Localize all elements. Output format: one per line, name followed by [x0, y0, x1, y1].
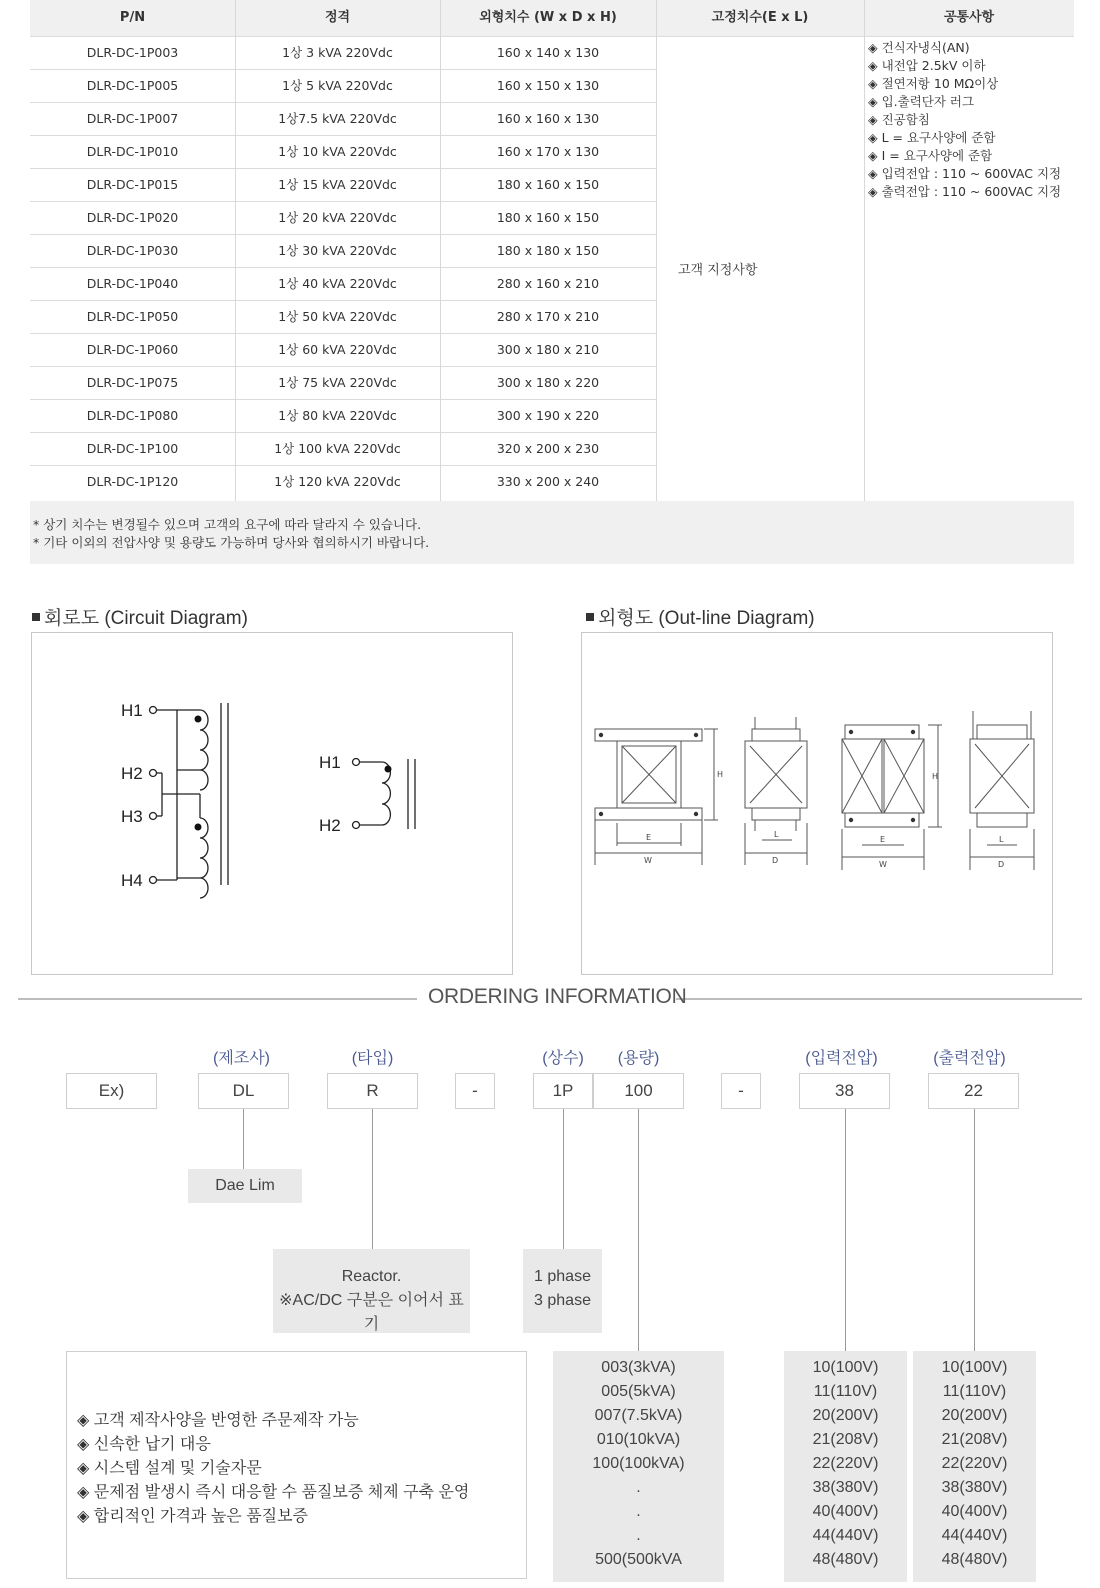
- dimension-label: D: [772, 856, 779, 865]
- input-voltage-options: [784, 1351, 907, 1582]
- common-item: ◈ L = 요구사양에 준함: [868, 130, 996, 145]
- dimension-label: H: [932, 772, 939, 781]
- feature-item: ◈ 신속한 납기 대응: [77, 1436, 211, 1453]
- code-maker: DL: [198, 1073, 289, 1109]
- dimension-label: E: [646, 833, 652, 842]
- terminal-label: H2: [319, 816, 341, 835]
- output-voltage-option: 40(400V): [941, 1503, 1008, 1520]
- input-voltage-option: 44(440V): [812, 1527, 879, 1544]
- common-item: ◈ 절연저항 10 MΩ이상: [868, 76, 999, 91]
- input-voltage-option: 21(208V): [812, 1431, 879, 1448]
- table-row: [30, 69, 656, 102]
- outline-diagram: [582, 633, 1052, 974]
- capacity-option: 003(3kVA): [601, 1359, 676, 1376]
- terminal-label: H4: [121, 871, 143, 890]
- output-voltage-option: 11(110V): [942, 1383, 1007, 1400]
- code-example: Ex): [66, 1073, 157, 1109]
- pn-cell: DLR-DC-1P120: [86, 474, 179, 489]
- table-row: [30, 36, 656, 69]
- pn-cell: DLR-DC-1P030: [86, 243, 179, 258]
- code-output-voltage: 22: [928, 1073, 1019, 1109]
- dimension-cell: 180 x 160 x 150: [496, 210, 600, 225]
- pn-cell: DLR-DC-1P007: [86, 111, 179, 126]
- rating-cell: 1상 20 kVA 220Vdc: [278, 210, 397, 225]
- bullet-square-icon: [32, 613, 40, 621]
- input-voltage-option: 10(100V): [812, 1359, 879, 1376]
- dimension-cell: 160 x 150 x 130: [496, 78, 600, 93]
- output-voltage-option: 44(440V): [941, 1527, 1008, 1544]
- header-rating: 정격: [324, 10, 351, 25]
- output-voltage-option: 21(208V): [941, 1431, 1008, 1448]
- table-row: [30, 201, 656, 234]
- pn-cell: DLR-DC-1P100: [86, 441, 179, 456]
- header-common: 공통사항: [943, 10, 995, 25]
- code-separator: -: [455, 1073, 495, 1109]
- pn-cell: DLR-DC-1P075: [86, 375, 179, 390]
- table-row: [30, 333, 656, 366]
- capacity-option: .: [636, 1479, 641, 1496]
- rating-cell: 1상 120 kVA 220Vdc: [274, 474, 401, 489]
- dimension-label: E: [880, 835, 886, 844]
- pn-cell: DLR-DC-1P010: [86, 144, 179, 159]
- common-item: ◈ 건식자냉식(AN): [868, 40, 970, 55]
- capacity-option: 500(500kVA: [595, 1551, 682, 1568]
- output-voltage-option: 48(480V): [941, 1551, 1008, 1568]
- output-voltage-option: 20(200V): [941, 1407, 1008, 1424]
- capacity-option: 007(7.5kVA): [594, 1407, 683, 1424]
- rating-cell: 1상 75 kVA 220Vdc: [278, 375, 397, 390]
- dimension-cell: 160 x 160 x 130: [496, 111, 600, 126]
- rating-cell: 1상 5 kVA 220Vdc: [282, 78, 393, 93]
- divider-line: [676, 998, 1082, 1000]
- rating-cell: 1상7.5 kVA 220Vdc: [278, 111, 397, 126]
- rating-cell: 1상 60 kVA 220Vdc: [278, 342, 397, 357]
- rating-cell: 1상 10 kVA 220Vdc: [278, 144, 397, 159]
- column-divider: [235, 0, 236, 501]
- common-items-cell: [864, 36, 1074, 501]
- fixed-dimension-value: 고객 지정사항: [678, 263, 758, 278]
- code-type: R: [327, 1073, 418, 1109]
- feature-item: ◈ 시스템 설계 및 기술자문: [77, 1460, 262, 1477]
- output-voltage-option: 38(380V): [941, 1479, 1008, 1496]
- capacity-options: [553, 1351, 724, 1582]
- output-voltage-option: 22(220V): [941, 1455, 1008, 1472]
- dimension-label: H: [717, 770, 724, 779]
- table-row: [30, 234, 656, 267]
- type-description: Reactor. ※AC/DC 구분은 이어서 표기: [273, 1249, 470, 1333]
- common-item: ◈ 입력전압 : 110 ~ 600VAC 지정: [868, 166, 1062, 181]
- input-voltage-option: 38(380V): [812, 1479, 879, 1496]
- capacity-option: 010(10kVA): [596, 1431, 681, 1448]
- bullet-square-icon: [586, 613, 594, 621]
- dimension-cell: 280 x 170 x 210: [496, 309, 600, 324]
- input-voltage-option: 48(480V): [812, 1551, 879, 1568]
- connector-line: [638, 1109, 639, 1351]
- dimension-cell: 180 x 180 x 150: [496, 243, 600, 258]
- common-item: ◈ 진공함침: [868, 112, 930, 127]
- rating-cell: 1상 30 kVA 220Vdc: [278, 243, 397, 258]
- terminal-label: H1: [319, 753, 341, 772]
- code-capacity: 100: [593, 1073, 684, 1109]
- fixed-dimension-cell: [656, 36, 864, 501]
- pn-cell: DLR-DC-1P050: [86, 309, 179, 324]
- output-voltage-options: [913, 1351, 1036, 1582]
- dimension-cell: 300 x 180 x 210: [496, 342, 600, 357]
- terminal-label: H3: [121, 807, 143, 826]
- pn-cell: DLR-DC-1P080: [86, 408, 179, 423]
- dimension-cell: 330 x 200 x 240: [496, 474, 600, 489]
- caption-type: (타입): [351, 1050, 394, 1067]
- input-voltage-option: 11(110V): [813, 1383, 878, 1400]
- circuit-section-title: 회로도 (Circuit Diagram): [32, 603, 248, 630]
- common-item: ◈ 출력전압 : 110 ~ 600VAC 지정: [868, 184, 1062, 199]
- pn-cell: DLR-DC-1P015: [86, 177, 179, 192]
- table-header: [30, 0, 1074, 36]
- column-divider: [656, 0, 657, 501]
- common-item: ◈ I = 요구사양에 준함: [868, 148, 993, 163]
- caption-input-voltage: (입력전압): [805, 1050, 878, 1067]
- connector-line: [845, 1109, 846, 1351]
- dimension-cell: 160 x 170 x 130: [496, 144, 600, 159]
- rating-cell: 1상 15 kVA 220Vdc: [278, 177, 397, 192]
- table-row: [30, 300, 656, 333]
- header-pn: P/N: [119, 10, 146, 25]
- code-input-voltage: 38: [799, 1073, 890, 1109]
- dimension-label: L: [999, 835, 1004, 844]
- spec-table: [30, 0, 1074, 564]
- dimension-cell: 160 x 140 x 130: [496, 45, 600, 60]
- code-phase: 1P: [533, 1073, 593, 1109]
- outline-section-title: 외형도 (Out-line Diagram): [586, 603, 815, 630]
- dimension-label: W: [879, 860, 887, 869]
- table-row: [30, 102, 656, 135]
- caption-output-voltage: (출력전압): [933, 1050, 1006, 1067]
- input-voltage-option: 22(220V): [812, 1455, 879, 1472]
- table-row: [30, 366, 656, 399]
- input-voltage-option: 20(200V): [812, 1407, 879, 1424]
- capacity-option: .: [636, 1503, 641, 1520]
- common-item: ◈ 내전압 2.5kV 이하: [868, 58, 986, 73]
- feature-item: ◈ 고객 제작사양을 반영한 주문제작 가능: [77, 1412, 359, 1429]
- divider-line: [18, 998, 417, 1000]
- column-divider: [440, 0, 441, 501]
- dimension-label: L: [774, 830, 779, 839]
- terminal-label: H1: [121, 701, 143, 720]
- ordering-title: ORDERING INFORMATION: [428, 985, 687, 1008]
- dimension-cell: 320 x 200 x 230: [496, 441, 600, 456]
- pn-cell: DLR-DC-1P040: [86, 276, 179, 291]
- feature-item: ◈ 문제점 발생시 즉시 대응할 수 품질보증 체제 구축 운영: [77, 1484, 470, 1501]
- rating-cell: 1상 50 kVA 220Vdc: [278, 309, 397, 324]
- rating-cell: 1상 3 kVA 220Vdc: [282, 45, 393, 60]
- dimension-cell: 300 x 190 x 220: [496, 408, 600, 423]
- output-voltage-option: 10(100V): [941, 1359, 1008, 1376]
- capacity-option: .: [636, 1527, 641, 1544]
- terminal-label: H2: [121, 764, 143, 783]
- connector-line: [243, 1109, 244, 1169]
- rating-cell: 1상 40 kVA 220Vdc: [278, 276, 397, 291]
- feature-item: ◈ 합리적인 가격과 높은 품질보증: [77, 1508, 309, 1525]
- dimension-cell: 180 x 160 x 150: [496, 177, 600, 192]
- table-row: [30, 432, 656, 465]
- table-row: [30, 465, 656, 498]
- dimension-cell: 280 x 160 x 210: [496, 276, 600, 291]
- capacity-option: 100(100kVA): [592, 1455, 685, 1472]
- caption-phase: (상수): [542, 1050, 584, 1067]
- rating-cell: 1상 100 kVA 220Vdc: [274, 441, 401, 456]
- pn-cell: DLR-DC-1P020: [86, 210, 179, 225]
- pn-cell: DLR-DC-1P060: [86, 342, 179, 357]
- dimension-cell: 300 x 180 x 220: [496, 375, 600, 390]
- pn-cell: DLR-DC-1P005: [86, 78, 179, 93]
- rating-cell: 1상 80 kVA 220Vdc: [278, 408, 397, 423]
- note-line: * 상기 치수는 변경될수 있으며 고객의 요구에 따라 달라지 수 있습니다.: [33, 517, 422, 532]
- connector-line: [974, 1109, 975, 1351]
- connector-line: [563, 1109, 564, 1249]
- table-row: [30, 399, 656, 432]
- capacity-option: 005(5kVA): [601, 1383, 676, 1400]
- pn-cell: DLR-DC-1P003: [86, 45, 179, 60]
- outline-diagram-box: [581, 632, 1053, 975]
- header-dimensions: 외형치수 (W x D x H): [479, 10, 617, 25]
- maker-description: Dae Lim: [188, 1169, 302, 1203]
- column-divider: [864, 0, 865, 501]
- dimension-label: D: [998, 860, 1005, 869]
- table-notes: [30, 501, 1074, 564]
- phase-description: 1 phase 3 phase: [523, 1249, 602, 1333]
- common-item: ◈ 입.출력단자 러그: [868, 94, 975, 109]
- header-fixed-dimension: 고정치수(E x L): [711, 10, 809, 25]
- caption-capacity: (용량): [617, 1050, 660, 1067]
- dimension-label: W: [644, 856, 652, 865]
- circuit-diagram-box: [31, 632, 513, 975]
- features-box: [66, 1351, 527, 1579]
- table-row: [30, 135, 656, 168]
- table-row: [30, 168, 656, 201]
- input-voltage-option: 40(400V): [812, 1503, 879, 1520]
- caption-maker: (제조사): [212, 1050, 271, 1067]
- code-separator: -: [721, 1073, 761, 1109]
- circuit-diagram: [32, 633, 512, 974]
- table-row: [30, 267, 656, 300]
- connector-line: [372, 1109, 373, 1249]
- note-line: * 기타 이외의 전압사양 및 용량도 가능하며 당사와 협의하시기 바랍니다.: [33, 535, 430, 550]
